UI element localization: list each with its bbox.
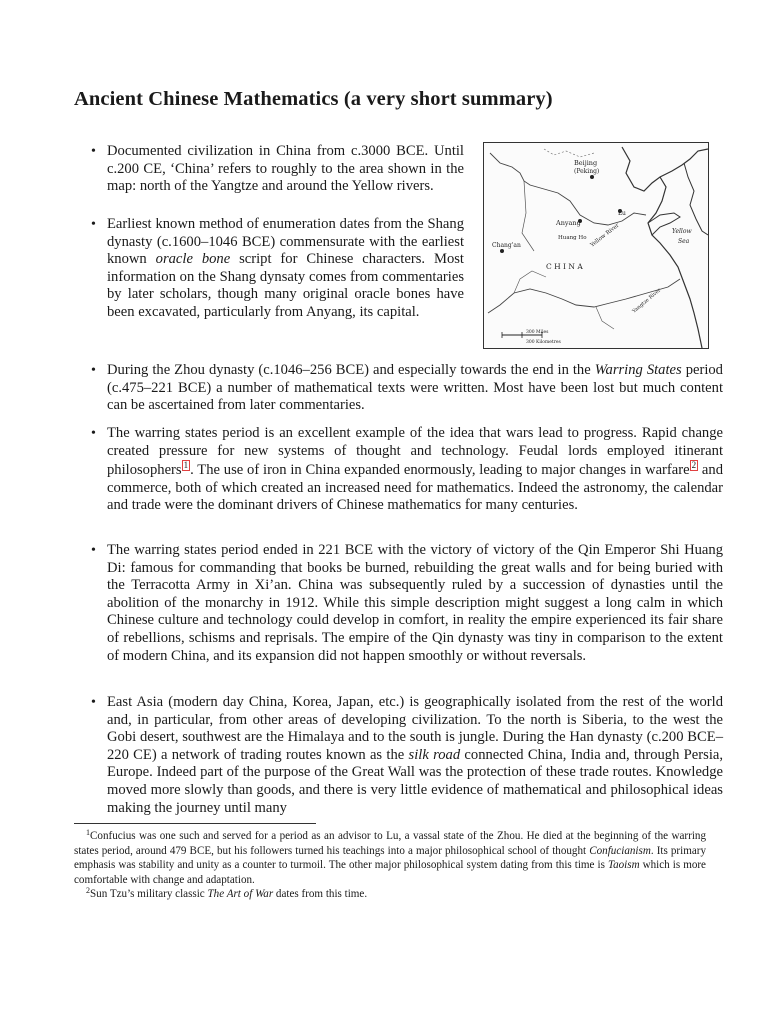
footnote-ref-link[interactable]: 1 [183, 460, 189, 471]
map-figure [483, 142, 709, 349]
emphasis-text: Confucianism [589, 844, 651, 857]
emphasis-text: silk road [408, 746, 461, 763]
map-label-china: C H I N A [546, 262, 583, 271]
bullet-text: Earliest known method of enumeration dates from the Shang dynasty (c.1600–1046 BCE) commensurate with the earliest known [107, 216, 464, 268]
list-item [91, 143, 464, 196]
map-label-huang-ho: Huang Ho [558, 235, 587, 241]
footnote-text: dates from this time. [273, 888, 368, 900]
bullet-text: period (c.475–221 BCE) a number of mathematical texts were written. Most have been lost but much content can be ascertained from later commentaries. [107, 362, 723, 414]
footnote-text: Confucius was one such and served for a period as an advisor to Lu, a vassal state of the Zhou. He died at the beginning of the warring states period, around 479 BCE, but his followers turned his teachings into a major philosophical school of thought [74, 830, 706, 857]
map-label-sea: Sea [678, 238, 690, 245]
korea-coast [684, 163, 708, 235]
map-label-lu: Lu [618, 210, 626, 217]
bullet-text: . The use of iron in China expanded enormously, leading to major changes in warfare [190, 462, 690, 479]
river-tributary [522, 181, 534, 251]
footnote [74, 887, 706, 902]
bullet-text: The warring states period ended in 221 BCE with the victory of victory of the Qin Emperor Shi Huang Di: famous for commanding that books be burned, rebuilding the great walls and for being buried with the Terracotta Army in Xi’an. China was subsequently ruled by a succession of dynasties until the abolition of the monarchy in 1912. While this simple description might suggest a long calm in which Chinese culture and technology could develop in comfort, in reality the empire experienced its fair share of rebellions, schisms and reprisals. The empire of the Qin dynasty was tiny in comparison to the extent of modern China, and its expansion did not happen smoothly or without reversals. [107, 542, 723, 664]
river-tributary [514, 271, 546, 293]
footnotes [74, 829, 706, 902]
footnote-text: . Its primary emphasis was stability and unity as a counter to turmoil. The other major philosophical system dating from this time is [74, 844, 706, 871]
beijing-marker [590, 175, 594, 179]
river-tributary [596, 307, 614, 329]
list-item [91, 425, 723, 515]
map-label-yellow: Yellow [672, 228, 692, 235]
bullet-text: During the Zhou dynasty (c.1046–256 BCE) and especially towards the end in the [107, 362, 595, 378]
bullet-text: and commerce, both of which created an increased need for mathematics. Indeed the astronomy, the calendar and trade were the dominant drivers of Chinese mathematics for many centuries. [107, 462, 723, 514]
footnote-divider [74, 823, 316, 824]
bullet-text: East Asia (modern day China, Korea, Japan, etc.) is geographically isolated from the rest of the world and, in particular, from other areas of developing civilization. To the north is Siberia, to the west the Gobi desert, southwest are the Himalaya and to the south is jungle. During the Han dynasty (c.200 BCE–220 CE) a network of trading routes known as the [107, 694, 723, 763]
coastline-east [648, 177, 702, 348]
great-wall-line [544, 149, 594, 157]
china-map-svg [484, 143, 708, 348]
bullet-text: script for Chinese characters. Most information on the Shang dynsaty comes from commentaries by later scholars, though many original oracle bones have been excavated, particularly from Anyang, its capital. [107, 251, 464, 320]
footnote-number: 1 [86, 828, 90, 837]
map-label-yellow-river: Yellow River [589, 222, 621, 249]
bullet-text: Documented civilization in China from c.3000 BCE. Until c.200 CE, ‘China’ refers to roughly to the area shown in the map: north of the Yangtze and around the Yellow rivers. [107, 143, 464, 195]
footnote-text: Sun Tzu’s military classic [90, 888, 208, 900]
map-label-peking: (Peking) [574, 168, 600, 175]
list-item [91, 542, 723, 665]
page-title: Ancient Chinese Mathematics (a very short summary) [74, 88, 553, 110]
list-item [91, 216, 464, 322]
map-label-beijing: Beijing [574, 159, 598, 167]
list-item [91, 694, 723, 817]
list-item [91, 362, 723, 415]
bullet-text: The warring states period is an excellent example of the idea that wars lead to progress. Rapid change created pressure for new systems of thought and technology. Feudal lords employed itinerant philosophers [107, 425, 723, 479]
map-label-scale-miles: 300 Miles [526, 330, 549, 335]
map-label-anyang: Anyang [556, 219, 581, 227]
emphasis-text: Taoism [607, 859, 640, 871]
footnote-text: which is more comfortable with change and adaptation. [74, 859, 706, 886]
map-label-yangtze: Yangtze River [631, 287, 663, 315]
footnote-number: 2 [86, 886, 90, 895]
footnote [74, 829, 706, 887]
bullet-text: connected China, India and, through Persia, Europe. Indeed part of the purpose of the Great Wall was the protection of these trade routes. Knowledge moved more slowly than goods, and there is very little evidence of mathematical and philosophical ideas making the journey until many [107, 746, 723, 816]
map-label-changan: Chang'an [492, 242, 521, 249]
footnote-ref-link[interactable]: 2 [691, 460, 697, 471]
emphasis-text: Warring States [594, 362, 682, 378]
emphasis-text: oracle bone [155, 251, 231, 268]
changan-marker [500, 249, 504, 253]
emphasis-text: The Art of War [207, 888, 274, 900]
map-label-scale-km: 300 Kilometres [526, 340, 561, 345]
